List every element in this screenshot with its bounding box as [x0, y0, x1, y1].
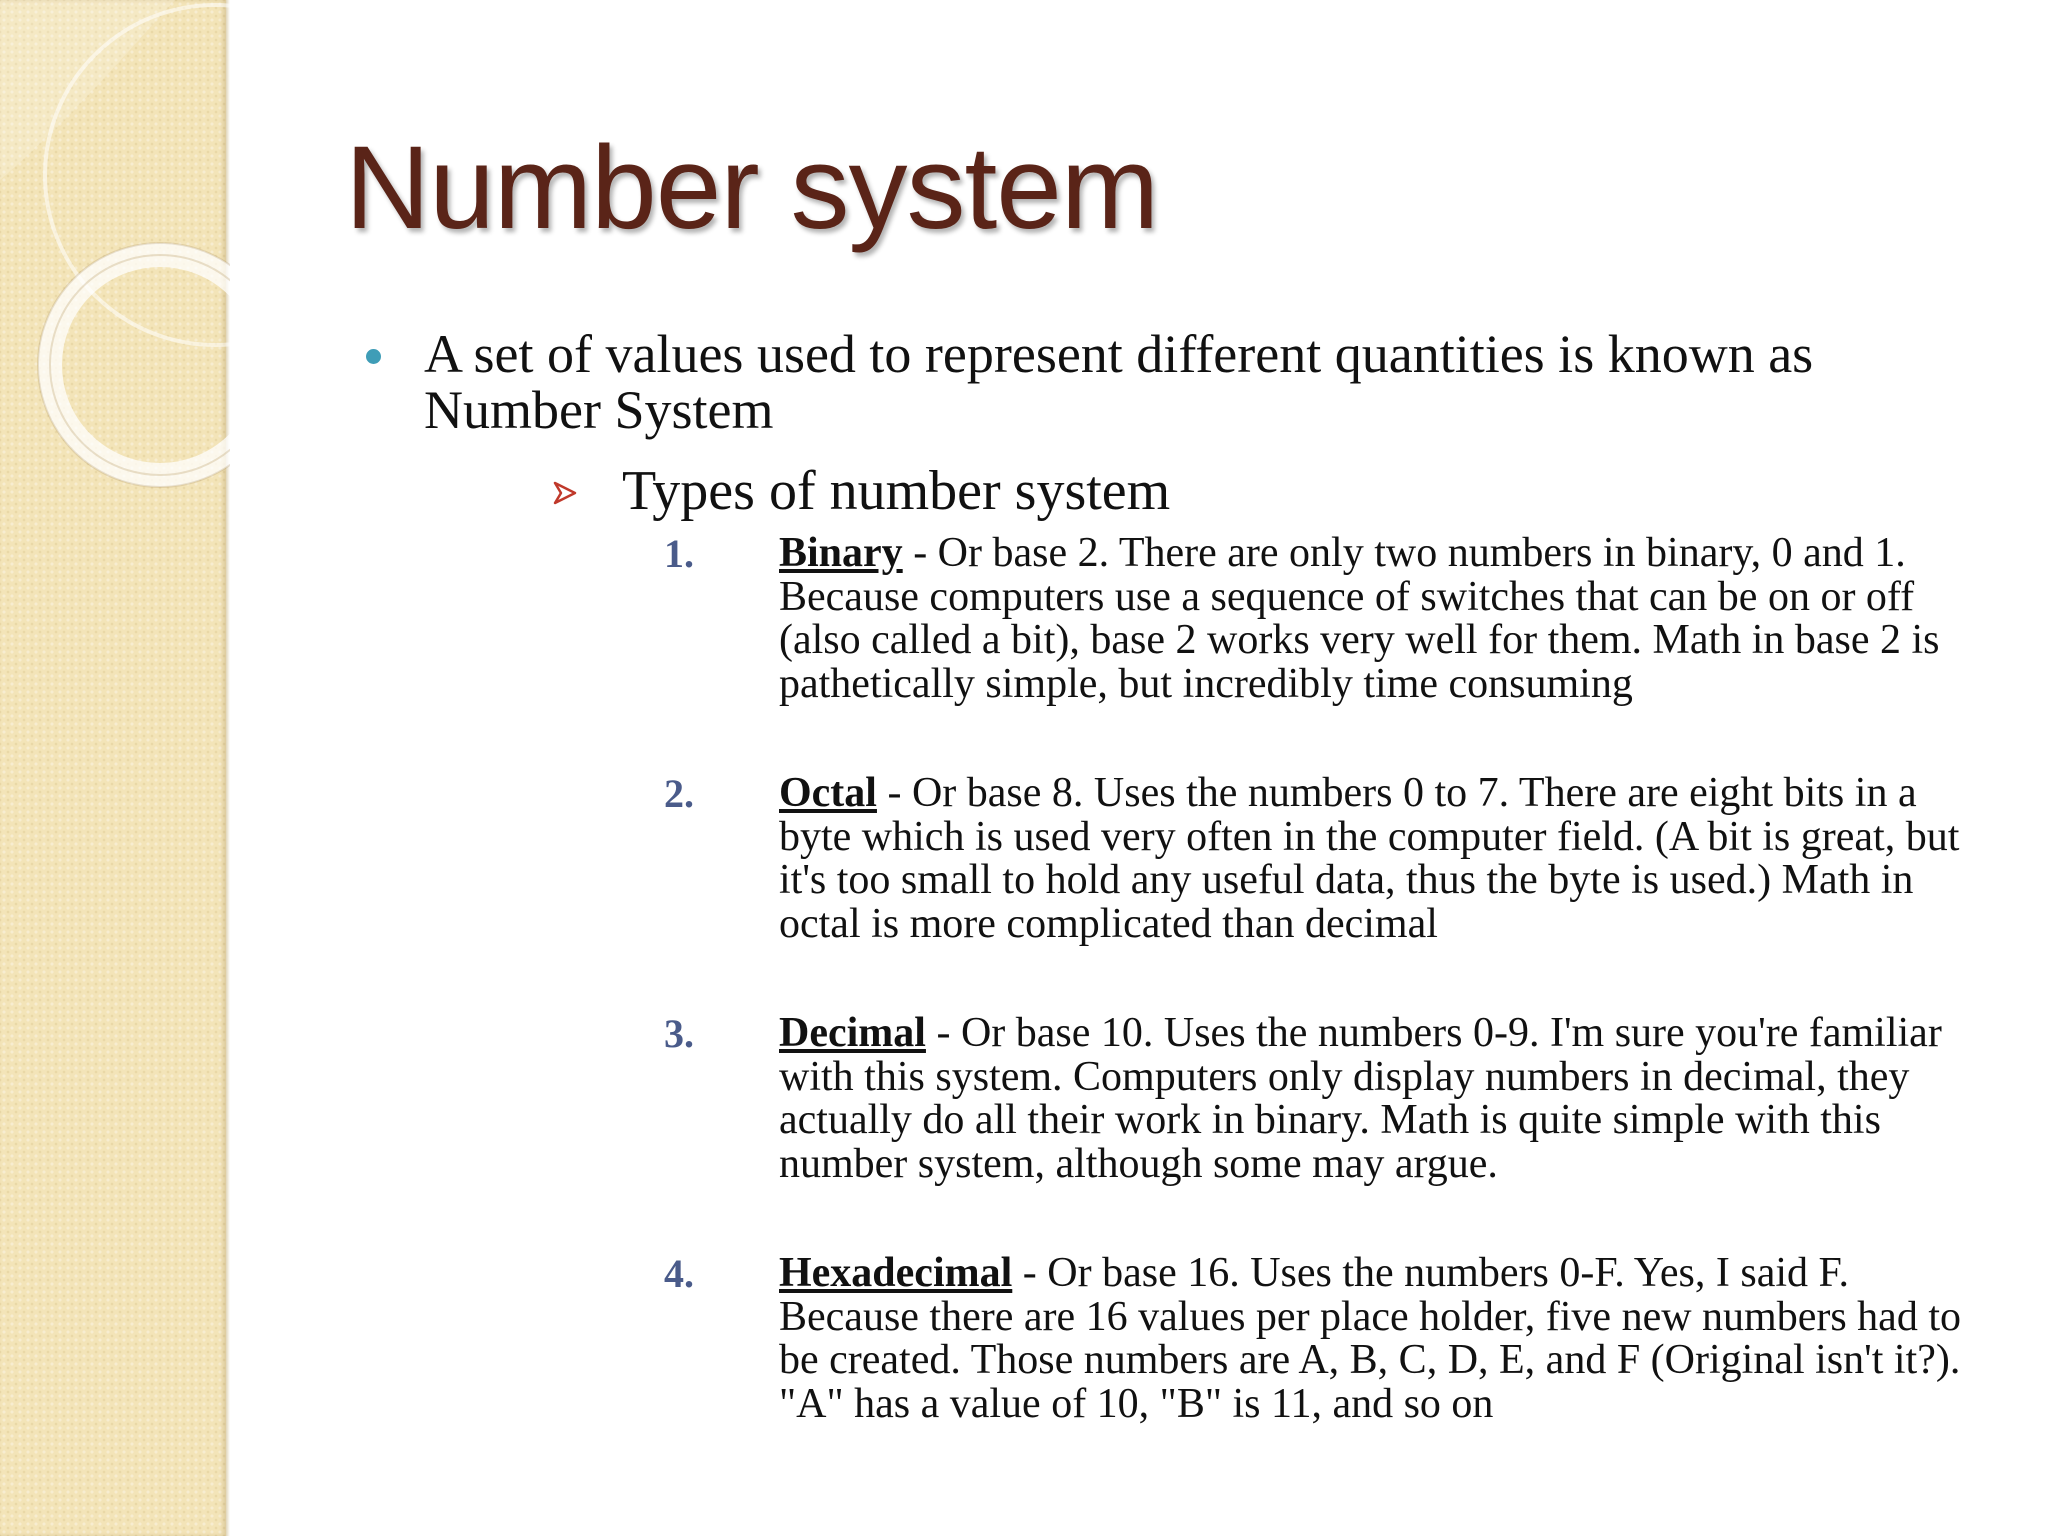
- term-binary: Binary: [779, 530, 903, 576]
- list-item-decimal: [779, 1012, 1979, 1186]
- list-item-binary: [779, 532, 1979, 706]
- sub-bullet-text: Types of number system: [622, 460, 1171, 522]
- list-number: 1.: [664, 531, 694, 576]
- list-number: 4.: [664, 1251, 694, 1296]
- main-bullet-text: A set of values used to represent different quantities is known as Number System: [424, 324, 1814, 440]
- slide-title: Number system: [345, 122, 1159, 254]
- item-description: - Or base 8. Uses the numbers 0 to 7. There are eight bits in a byte which is used very often in the computer field. (A bit is great, but it's too small to hold any useful data, thus the byte is used.) Math in octal is more complicated than decimal: [779, 770, 1960, 947]
- dot-bullet-icon: [366, 349, 381, 364]
- item-description: - Or base 16. Uses the numbers 0-F. Yes, I said F. Because there are 16 values per place holder, five new numbers had to be created. Those numbers are A, B, C, D, E, and F (Original isn't it?). "A" has a value of 10, "B" is 11, and so on: [779, 1250, 1961, 1427]
- term-decimal: Decimal: [779, 1010, 926, 1056]
- list-number: 2.: [664, 771, 694, 816]
- arrowhead-bullet-icon: [552, 480, 578, 506]
- list-item-hexadecimal: [779, 1252, 1979, 1426]
- term-octal: Octal: [779, 770, 877, 816]
- list-item-octal: [779, 772, 1979, 946]
- decorative-rings: [0, 0, 230, 520]
- item-description: - Or base 10. Uses the numbers 0-9. I'm sure you're familiar with this system. Computers only display numbers in decimal, they actually do all their work in binary. Math is quite simple with this number system, although some may argue.: [779, 1010, 1942, 1187]
- list-number: 3.: [664, 1011, 694, 1056]
- term-hexadecimal: Hexadecimal: [779, 1250, 1013, 1296]
- item-description: - Or base 2. There are only two numbers in binary, 0 and 1. Because computers use a sequence of switches that can be on or off (also called a bit), base 2 works very well for them. Math in base 2 is pathetically simple, but incredibly time consuming: [779, 530, 1940, 707]
